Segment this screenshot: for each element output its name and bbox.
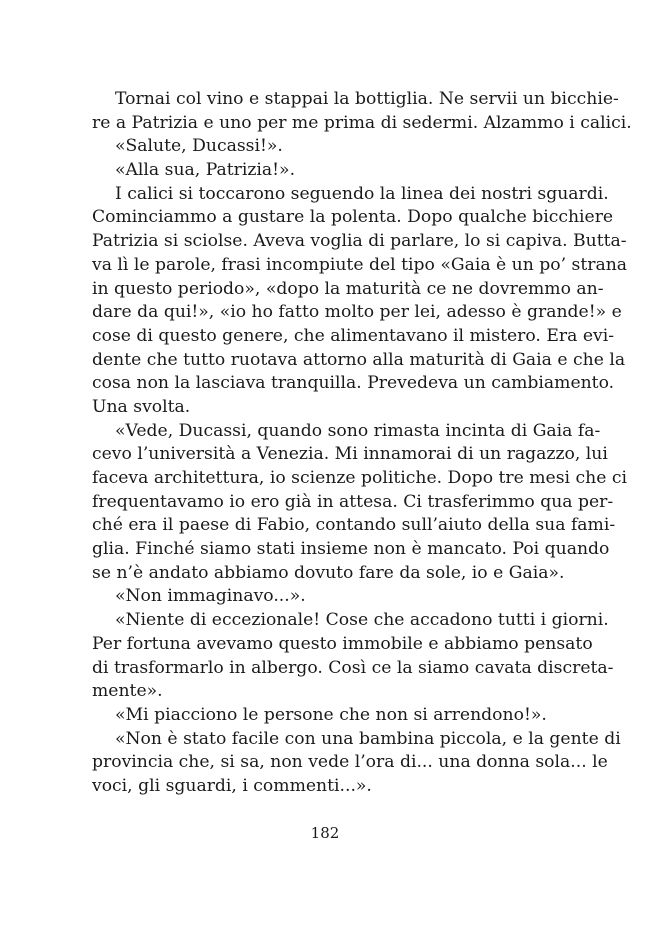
text-line: cosa non la lasciava tranquilla. Prevedeva un cambiamento. bbox=[92, 373, 615, 394]
text-line: ché era il paese di Fabio, contando sull’aiuto della sua fami- bbox=[92, 515, 616, 536]
text-line: «Salute, Ducassi!». bbox=[115, 136, 283, 157]
text-line: dente che tutto ruotava attorno alla maturità di Gaia e che la bbox=[92, 349, 626, 370]
text-line: di trasformarlo in albergo. Così ce la siamo cavata discreta- bbox=[92, 657, 614, 678]
text-line: se n’è andato abbiamo dovuto fare da sole, io e Gaia». bbox=[92, 562, 565, 583]
text-line: dare da qui!», «io ho fatto molto per lei, adesso è grande!» e bbox=[92, 302, 622, 323]
text-line: «Niente di eccezionale! Cose che accadono tutti i giorni. bbox=[115, 610, 609, 631]
text-line: re a Patrizia e uno per me prima di sedermi. Alzammo i calici. bbox=[92, 112, 632, 133]
text-line: I calici si toccarono seguendo la linea dei nostri sguardi. bbox=[115, 183, 609, 204]
text-line: cose di questo genere, che alimentavano il mistero. Era evi- bbox=[92, 325, 615, 346]
text-line: «Alla sua, Patrizia!». bbox=[115, 160, 296, 181]
text-line: Tornai col vino e stappai la bottiglia. Ne servii un bicchie- bbox=[115, 89, 619, 109]
text-line: Patrizia si sciolse. Aveva voglia di parlare, lo si capiva. Butta- bbox=[92, 231, 627, 252]
text-line: frequentavamo io ero già in attesa. Ci trasferimmo qua per- bbox=[92, 491, 614, 512]
text-line: Una svolta. bbox=[92, 396, 191, 417]
text-line: «Non è stato facile con una bambina piccola, e la gente di bbox=[115, 728, 621, 749]
text-line: faceva architettura, io scienze politiche. Dopo tre mesi che ci bbox=[92, 468, 627, 488]
page-number: 182 bbox=[310, 824, 340, 842]
text-line: provincia che, si sa, non vede l’ora di... una donna sola... le bbox=[92, 752, 608, 773]
text-line: glia. Finché siamo stati insieme non è mancato. Poi quando bbox=[92, 539, 610, 560]
text-line: in questo periodo», «dopo la maturità ce ne dovremmo an- bbox=[92, 278, 604, 299]
body-text bbox=[92, 88, 632, 799]
text-line: voci, gli sguardi, i commenti...». bbox=[92, 775, 372, 796]
text-line: «Non immaginavo...». bbox=[115, 586, 306, 607]
text-line: Per fortuna avevamo questo immobile e abbiamo pensato bbox=[92, 633, 593, 654]
text-line: mente». bbox=[92, 681, 163, 702]
text-line: cevo l’università a Venezia. Mi innamorai di un ragazzo, lui bbox=[92, 444, 608, 465]
text-line: «Vede, Ducassi, quando sono rimasta incinta di Gaia fa- bbox=[115, 420, 601, 441]
text-line: «Mi piacciono le persone che non si arrendono!». bbox=[115, 704, 547, 725]
text-line: Cominciammo a gustare la polenta. Dopo qualche bicchiere bbox=[92, 207, 614, 228]
text-line: va lì le parole, frasi incompiute del tipo «Gaia è un po’ strana bbox=[92, 254, 628, 275]
